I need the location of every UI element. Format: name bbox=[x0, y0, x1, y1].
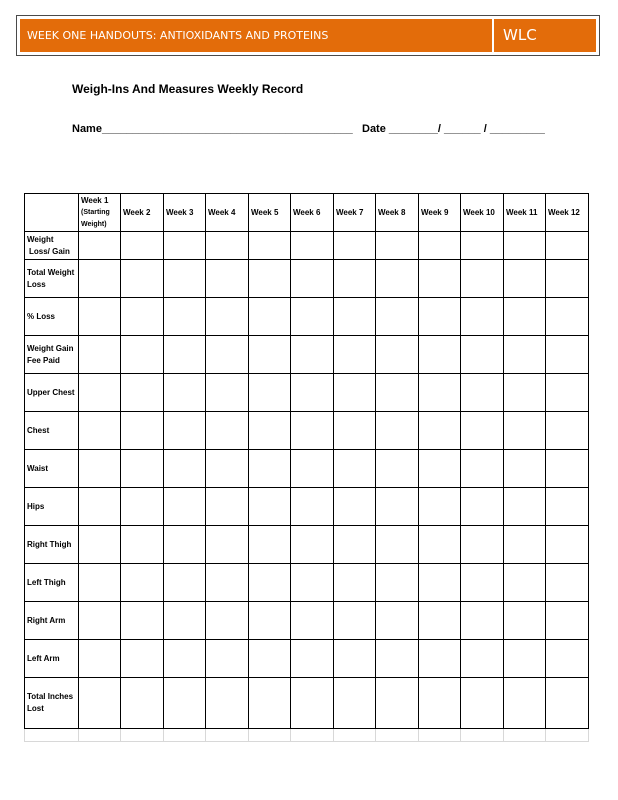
entry-cell-week-7[interactable] bbox=[334, 336, 376, 374]
entry-cell-week-9[interactable] bbox=[419, 602, 461, 640]
entry-cell-week-2[interactable] bbox=[121, 564, 164, 602]
entry-cell-week-12[interactable] bbox=[546, 260, 589, 298]
entry-cell-week-6[interactable] bbox=[291, 336, 334, 374]
entry-cell-week-12[interactable] bbox=[546, 450, 589, 488]
table-row bbox=[25, 488, 589, 526]
footer-cell bbox=[419, 729, 461, 742]
table-footer-row bbox=[25, 729, 589, 742]
entry-cell-week-9[interactable] bbox=[419, 232, 461, 260]
entry-cell-week-1[interactable] bbox=[79, 374, 121, 412]
entry-cell-week-9[interactable] bbox=[419, 678, 461, 729]
entry-cell-week-3[interactable] bbox=[164, 678, 206, 729]
table-row bbox=[25, 232, 589, 260]
header-side-label: WLC bbox=[494, 19, 596, 52]
entry-cell-week-7[interactable] bbox=[334, 602, 376, 640]
week-header-4: Week 4 bbox=[206, 194, 249, 232]
week-header-9: Week 9 bbox=[419, 194, 461, 232]
table-row bbox=[25, 564, 589, 602]
corner-cell bbox=[25, 194, 79, 232]
row-label bbox=[25, 412, 79, 450]
entry-cell-week-8[interactable] bbox=[376, 564, 419, 602]
entry-cell-week-8[interactable] bbox=[376, 602, 419, 640]
entry-cell-week-7[interactable] bbox=[334, 412, 376, 450]
entry-cell-week-12[interactable] bbox=[546, 602, 589, 640]
entry-cell-week-10[interactable] bbox=[461, 298, 504, 336]
entry-cell-week-12[interactable] bbox=[546, 526, 589, 564]
entry-cell-week-5[interactable] bbox=[249, 488, 291, 526]
row-label-line1: Weight Gain bbox=[27, 343, 74, 353]
entry-cell-week-4[interactable] bbox=[206, 488, 249, 526]
entry-cell-week-4[interactable] bbox=[206, 412, 249, 450]
entry-cell-week-2[interactable] bbox=[121, 602, 164, 640]
week-header-12: Week 12 bbox=[546, 194, 589, 232]
entry-cell-week-11[interactable] bbox=[504, 374, 546, 412]
entry-cell-week-11[interactable] bbox=[504, 336, 546, 374]
entry-cell-week-3[interactable] bbox=[164, 336, 206, 374]
entry-cell-week-11[interactable] bbox=[504, 640, 546, 678]
entry-cell-week-9[interactable] bbox=[419, 298, 461, 336]
entry-cell-week-10[interactable] bbox=[461, 488, 504, 526]
footer-cell bbox=[291, 729, 334, 742]
entry-cell-week-5[interactable] bbox=[249, 412, 291, 450]
entry-cell-week-8[interactable] bbox=[376, 412, 419, 450]
row-label-line1: % Loss bbox=[27, 311, 56, 321]
entry-cell-week-12[interactable] bbox=[546, 232, 589, 260]
entry-cell-week-2[interactable] bbox=[121, 678, 164, 729]
entry-cell-week-8[interactable] bbox=[376, 374, 419, 412]
entry-cell-week-8[interactable] bbox=[376, 298, 419, 336]
entry-cell-week-2[interactable] bbox=[121, 336, 164, 374]
row-label-line1: Left Thigh bbox=[27, 577, 66, 587]
entry-cell-week-9[interactable] bbox=[419, 450, 461, 488]
week-header-2: Week 2 bbox=[121, 194, 164, 232]
row-label bbox=[25, 374, 79, 412]
entry-cell-week-1[interactable] bbox=[79, 232, 121, 260]
row-label bbox=[25, 298, 79, 336]
entry-cell-week-6[interactable] bbox=[291, 412, 334, 450]
entry-cell-week-11[interactable] bbox=[504, 298, 546, 336]
entry-cell-week-1[interactable] bbox=[79, 412, 121, 450]
entry-cell-week-3[interactable] bbox=[164, 412, 206, 450]
entry-cell-week-11[interactable] bbox=[504, 260, 546, 298]
entry-cell-week-6[interactable] bbox=[291, 260, 334, 298]
entry-cell-week-7[interactable] bbox=[334, 640, 376, 678]
entry-cell-week-10[interactable] bbox=[461, 450, 504, 488]
entry-cell-week-3[interactable] bbox=[164, 298, 206, 336]
entry-cell-week-3[interactable] bbox=[164, 526, 206, 564]
week1-note-line2: Weight) bbox=[81, 221, 107, 228]
entry-cell-week-8[interactable] bbox=[376, 640, 419, 678]
entry-cell-week-9[interactable] bbox=[419, 640, 461, 678]
entry-cell-week-10[interactable] bbox=[461, 678, 504, 729]
row-label-line1: Upper Chest bbox=[27, 387, 75, 397]
entry-cell-week-6[interactable] bbox=[291, 488, 334, 526]
entry-cell-week-5[interactable] bbox=[249, 564, 291, 602]
weekly-record-table bbox=[24, 193, 589, 742]
week-header-3: Week 3 bbox=[164, 194, 206, 232]
entry-cell-week-11[interactable] bbox=[504, 564, 546, 602]
footer-cell bbox=[461, 729, 504, 742]
footer-cell bbox=[164, 729, 206, 742]
table-row bbox=[25, 678, 589, 729]
header-banner bbox=[16, 15, 600, 56]
entry-cell-week-7[interactable] bbox=[334, 488, 376, 526]
row-label-line1: Total Inches bbox=[27, 692, 74, 701]
row-label-line2: Loss bbox=[27, 279, 46, 289]
name-field[interactable]: Name_________________________________________ bbox=[72, 123, 353, 135]
entry-cell-week-11[interactable] bbox=[504, 232, 546, 260]
entry-cell-week-10[interactable] bbox=[461, 232, 504, 260]
entry-cell-week-6[interactable] bbox=[291, 564, 334, 602]
entry-cell-week-9[interactable] bbox=[419, 564, 461, 602]
entry-cell-week-4[interactable] bbox=[206, 640, 249, 678]
entry-cell-week-6[interactable] bbox=[291, 678, 334, 729]
entry-cell-week-9[interactable] bbox=[419, 526, 461, 564]
row-label bbox=[25, 526, 79, 564]
entry-cell-week-6[interactable] bbox=[291, 232, 334, 260]
table-row bbox=[25, 298, 589, 336]
entry-cell-week-9[interactable] bbox=[419, 336, 461, 374]
entry-cell-week-5[interactable] bbox=[249, 640, 291, 678]
table-header-row bbox=[25, 194, 589, 232]
entry-cell-week-12[interactable] bbox=[546, 678, 589, 729]
entry-cell-week-5[interactable] bbox=[249, 260, 291, 298]
entry-cell-week-3[interactable] bbox=[164, 374, 206, 412]
entry-cell-week-1[interactable] bbox=[79, 678, 121, 729]
entry-cell-week-12[interactable] bbox=[546, 298, 589, 336]
entry-cell-week-10[interactable] bbox=[461, 336, 504, 374]
row-label-line1: Total Weight bbox=[27, 267, 75, 277]
entry-cell-week-1[interactable] bbox=[79, 450, 121, 488]
entry-cell-week-12[interactable] bbox=[546, 336, 589, 374]
entry-cell-week-12[interactable] bbox=[546, 488, 589, 526]
entry-cell-week-11[interactable] bbox=[504, 450, 546, 488]
entry-cell-week-1[interactable] bbox=[79, 564, 121, 602]
footer-cell bbox=[504, 729, 546, 742]
entry-cell-week-4[interactable] bbox=[206, 602, 249, 640]
row-label-line1: Waist bbox=[27, 463, 49, 473]
entry-cell-week-2[interactable] bbox=[121, 488, 164, 526]
entry-cell-week-8[interactable] bbox=[376, 488, 419, 526]
entry-cell-week-5[interactable] bbox=[249, 678, 291, 729]
week-header-1 bbox=[79, 194, 121, 232]
row-label bbox=[25, 640, 79, 678]
entry-cell-week-1[interactable] bbox=[79, 640, 121, 678]
entry-cell-week-11[interactable] bbox=[504, 526, 546, 564]
footer-cell bbox=[25, 729, 79, 742]
entry-cell-week-4[interactable] bbox=[206, 336, 249, 374]
entry-cell-week-4[interactable] bbox=[206, 450, 249, 488]
entry-cell-week-5[interactable] bbox=[249, 232, 291, 260]
row-label bbox=[25, 260, 79, 298]
entry-cell-week-1[interactable] bbox=[79, 602, 121, 640]
entry-cell-week-2[interactable] bbox=[121, 260, 164, 298]
entry-cell-week-10[interactable] bbox=[461, 602, 504, 640]
entry-cell-week-8[interactable] bbox=[376, 260, 419, 298]
entry-cell-week-5[interactable] bbox=[249, 602, 291, 640]
entry-cell-week-4[interactable] bbox=[206, 564, 249, 602]
entry-cell-week-9[interactable] bbox=[419, 412, 461, 450]
week-header-6: Week 6 bbox=[291, 194, 334, 232]
entry-cell-week-6[interactable] bbox=[291, 374, 334, 412]
entry-cell-week-1[interactable] bbox=[79, 336, 121, 374]
entry-cell-week-3[interactable] bbox=[164, 640, 206, 678]
entry-cell-week-7[interactable] bbox=[334, 232, 376, 260]
date-field[interactable]: Date ________/ ______ / _________ bbox=[362, 123, 545, 135]
entry-cell-week-6[interactable] bbox=[291, 298, 334, 336]
entry-cell-week-7[interactable] bbox=[334, 564, 376, 602]
table-row bbox=[25, 374, 589, 412]
entry-cell-week-10[interactable] bbox=[461, 640, 504, 678]
entry-cell-week-8[interactable] bbox=[376, 678, 419, 729]
entry-cell-week-12[interactable] bbox=[546, 640, 589, 678]
entry-cell-week-1[interactable] bbox=[79, 488, 121, 526]
entry-cell-week-1[interactable] bbox=[79, 526, 121, 564]
entry-cell-week-1[interactable] bbox=[79, 298, 121, 336]
row-label bbox=[25, 450, 79, 488]
entry-cell-week-7[interactable] bbox=[334, 298, 376, 336]
row-label bbox=[25, 602, 79, 640]
entry-cell-week-4[interactable] bbox=[206, 678, 249, 729]
entry-cell-week-2[interactable] bbox=[121, 298, 164, 336]
table-row bbox=[25, 602, 589, 640]
entry-cell-week-4[interactable] bbox=[206, 374, 249, 412]
entry-cell-week-4[interactable] bbox=[206, 232, 249, 260]
week-header-5: Week 5 bbox=[249, 194, 291, 232]
entry-cell-week-8[interactable] bbox=[376, 450, 419, 488]
entry-cell-week-4[interactable] bbox=[206, 298, 249, 336]
entry-cell-week-8[interactable] bbox=[376, 232, 419, 260]
entry-cell-week-10[interactable] bbox=[461, 564, 504, 602]
entry-cell-week-10[interactable] bbox=[461, 526, 504, 564]
row-label-line1: Weight bbox=[27, 235, 54, 244]
table-row bbox=[25, 336, 589, 374]
row-label-line1: Right Arm bbox=[27, 615, 66, 625]
row-label bbox=[25, 488, 79, 526]
row-label-line1: Hips bbox=[27, 501, 45, 511]
footer-cell bbox=[79, 729, 121, 742]
row-label bbox=[25, 232, 79, 260]
row-label-line2: Fee Paid bbox=[27, 355, 60, 365]
table-row bbox=[25, 260, 589, 298]
entry-cell-week-2[interactable] bbox=[121, 526, 164, 564]
footer-cell bbox=[376, 729, 419, 742]
week-header-8: Week 8 bbox=[376, 194, 419, 232]
entry-cell-week-6[interactable] bbox=[291, 602, 334, 640]
row-label bbox=[25, 564, 79, 602]
footer-cell bbox=[334, 729, 376, 742]
entry-cell-week-3[interactable] bbox=[164, 602, 206, 640]
footer-cell bbox=[206, 729, 249, 742]
entry-cell-week-5[interactable] bbox=[249, 450, 291, 488]
table-row bbox=[25, 412, 589, 450]
entry-cell-week-11[interactable] bbox=[504, 412, 546, 450]
entry-cell-week-3[interactable] bbox=[164, 450, 206, 488]
entry-cell-week-3[interactable] bbox=[164, 488, 206, 526]
week-header-10: Week 10 bbox=[461, 194, 504, 232]
entry-cell-week-5[interactable] bbox=[249, 526, 291, 564]
entry-cell-week-4[interactable] bbox=[206, 526, 249, 564]
entry-cell-week-2[interactable] bbox=[121, 640, 164, 678]
entry-cell-week-9[interactable] bbox=[419, 488, 461, 526]
week-header-11: Week 11 bbox=[504, 194, 546, 232]
entry-cell-week-7[interactable] bbox=[334, 374, 376, 412]
entry-cell-week-5[interactable] bbox=[249, 336, 291, 374]
row-label-line1: Right Thigh bbox=[27, 539, 72, 549]
week-header-7: Week 7 bbox=[334, 194, 376, 232]
document-title: Weigh-Ins And Measures Weekly Record bbox=[72, 82, 304, 96]
entry-cell-week-2[interactable] bbox=[121, 232, 164, 260]
entry-cell-week-6[interactable] bbox=[291, 526, 334, 564]
entry-cell-week-11[interactable] bbox=[504, 678, 546, 729]
entry-cell-week-3[interactable] bbox=[164, 260, 206, 298]
table-row bbox=[25, 640, 589, 678]
entry-cell-week-10[interactable] bbox=[461, 374, 504, 412]
row-label-line1: Chest bbox=[27, 425, 50, 435]
entry-cell-week-7[interactable] bbox=[334, 450, 376, 488]
entry-cell-week-3[interactable] bbox=[164, 232, 206, 260]
entry-cell-week-12[interactable] bbox=[546, 374, 589, 412]
entry-cell-week-6[interactable] bbox=[291, 450, 334, 488]
row-label-line2: Lost bbox=[27, 704, 44, 713]
entry-cell-week-9[interactable] bbox=[419, 260, 461, 298]
table-row bbox=[25, 450, 589, 488]
entry-cell-week-2[interactable] bbox=[121, 374, 164, 412]
entry-cell-week-2[interactable] bbox=[121, 450, 164, 488]
entry-cell-week-7[interactable] bbox=[334, 526, 376, 564]
entry-cell-week-1[interactable] bbox=[79, 260, 121, 298]
entry-cell-week-7[interactable] bbox=[334, 678, 376, 729]
entry-cell-week-8[interactable] bbox=[376, 526, 419, 564]
entry-cell-week-2[interactable] bbox=[121, 412, 164, 450]
week1-label: Week 1 bbox=[81, 196, 109, 205]
week1-note-line1: (Starting bbox=[81, 209, 110, 216]
entry-cell-week-8[interactable] bbox=[376, 336, 419, 374]
entry-cell-week-6[interactable] bbox=[291, 640, 334, 678]
entry-cell-week-5[interactable] bbox=[249, 298, 291, 336]
entry-cell-week-10[interactable] bbox=[461, 260, 504, 298]
row-label-line2: Loss/ Gain bbox=[29, 247, 70, 256]
table-row bbox=[25, 526, 589, 564]
entry-cell-week-3[interactable] bbox=[164, 564, 206, 602]
row-label bbox=[25, 678, 79, 729]
row-label-line1: Left Arm bbox=[27, 653, 60, 663]
entry-cell-week-11[interactable] bbox=[504, 602, 546, 640]
entry-cell-week-11[interactable] bbox=[504, 488, 546, 526]
footer-cell bbox=[546, 729, 589, 742]
entry-cell-week-12[interactable] bbox=[546, 412, 589, 450]
entry-cell-week-7[interactable] bbox=[334, 260, 376, 298]
entry-cell-week-5[interactable] bbox=[249, 374, 291, 412]
row-label bbox=[25, 336, 79, 374]
entry-cell-week-10[interactable] bbox=[461, 412, 504, 450]
entry-cell-week-12[interactable] bbox=[546, 564, 589, 602]
entry-cell-week-9[interactable] bbox=[419, 374, 461, 412]
footer-cell bbox=[249, 729, 291, 742]
header-title: WEEK ONE HANDOUTS: ANTIOXIDANTS AND PROTEINS bbox=[20, 19, 492, 52]
footer-cell bbox=[121, 729, 164, 742]
entry-cell-week-4[interactable] bbox=[206, 260, 249, 298]
